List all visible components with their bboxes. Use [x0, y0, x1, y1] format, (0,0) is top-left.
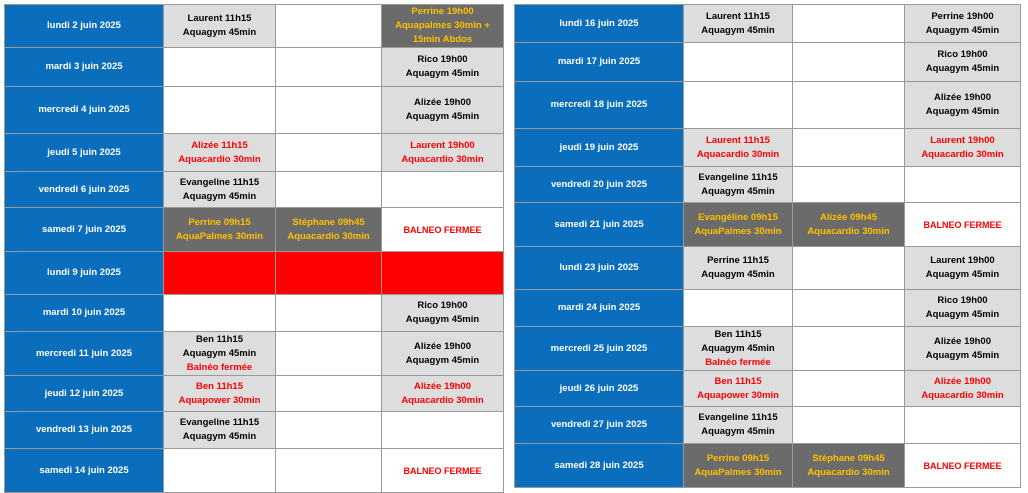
session-cell-morning [684, 43, 793, 82]
session-cell-evening [905, 444, 1021, 488]
session-text: Perrine 09h15 AquaPalmes 30min [694, 452, 782, 478]
session-text: Alizée 11h15 Aquacardio 30min [178, 139, 261, 165]
date-cell: vendredi 13 juin 2025 [5, 412, 164, 449]
session-text: Evangéline 09h15 AquaPalmes 30min [694, 211, 782, 237]
session-cell-evening [382, 5, 504, 48]
session-text: Laurent 19h00 Aquagym 45min [925, 255, 1000, 280]
session-text: Ben 11h15 Aquagym 45min [182, 333, 257, 359]
schedule-row [5, 48, 504, 87]
date-cell: lundi 23 juin 2025 [515, 247, 684, 290]
date-cell: vendredi 20 juin 2025 [515, 167, 684, 203]
session-text: Alizée 19h00 Aquagym 45min [925, 92, 1000, 117]
date-cell: mardi 10 juin 2025 [5, 295, 164, 332]
session-text: Evangeline 11h15 Aquagym 45min [698, 412, 778, 437]
session-cell-morning [684, 203, 793, 247]
schedule-row [5, 208, 504, 252]
session-cell-midday [793, 407, 905, 444]
session-text: Rico 19h00 Aquagym 45min [405, 300, 480, 325]
schedule-row [5, 252, 504, 295]
session-cell-evening [905, 167, 1021, 203]
date-cell: lundi 16 juin 2025 [515, 5, 684, 43]
date-cell: mercredi 11 juin 2025 [5, 332, 164, 376]
session-text: Alizée 19h00 Aquagym 45min [405, 97, 480, 122]
schedule-row [5, 5, 504, 48]
session-text: Perrine 09h15 AquaPalmes 30min [175, 216, 264, 242]
session-cell-evening [905, 129, 1021, 167]
schedule-row [5, 449, 504, 493]
session-cell-midday [793, 5, 905, 43]
session-cell-evening [382, 449, 504, 493]
session-text: Alizée 19h00 Aquacardio 30min [921, 375, 1004, 401]
session-cell-midday [276, 87, 382, 134]
session-cell-morning [164, 5, 276, 48]
session-cell-morning [164, 295, 276, 332]
date-cell: jeudi 19 juin 2025 [515, 129, 684, 167]
closed-notice: BALNEO FERMEE [403, 465, 482, 476]
session-cell-morning [684, 444, 793, 488]
session-text: Balnéo fermée [186, 361, 253, 373]
schedule-table-left [4, 4, 504, 493]
session-cell-midday [276, 208, 382, 252]
session-cell-midday [276, 134, 382, 172]
session-text: Evangeline 11h15 Aquagym 45min [698, 171, 778, 197]
session-cell-evening [382, 252, 504, 295]
session-cell-morning [684, 407, 793, 444]
schedule-row [515, 444, 1021, 488]
session-cell-morning [164, 376, 276, 412]
session-cell-morning [164, 208, 276, 252]
session-cell-evening [905, 203, 1021, 247]
session-cell-midday [793, 82, 905, 129]
session-text: Perrine 11h15 Aquagym 45min [701, 255, 775, 280]
session-text: Laurent 11h15 Aquagym 45min [182, 13, 257, 38]
session-cell-evening [905, 5, 1021, 43]
closed-notice: BALNEO FERMEE [403, 224, 482, 235]
session-cell-morning [684, 371, 793, 407]
schedule-row [515, 167, 1021, 203]
session-text: Evangeline 11h15 Aquagym 45min [179, 417, 260, 442]
session-text: Rico 19h00 Aquagym 45min [925, 49, 1000, 74]
closed-notice: BALNEO FERMEE [923, 460, 1002, 471]
session-cell-morning [684, 290, 793, 327]
schedule-row [515, 82, 1021, 129]
schedule-row [515, 129, 1021, 167]
session-text: Alizée 09h45 Aquacardio 30min [807, 211, 890, 237]
session-cell-morning [164, 87, 276, 134]
schedule-row [515, 371, 1021, 407]
session-text: Laurent 11h15 Aquacardio 30min [696, 134, 780, 160]
session-text: Alizée 19h00 Aquacardio 30min [401, 380, 484, 406]
schedule-row [5, 172, 504, 208]
session-text: Laurent 19h00 Aquacardio 30min [401, 139, 484, 165]
schedule-row [515, 247, 1021, 290]
date-cell: samedi 7 juin 2025 [5, 208, 164, 252]
session-cell-morning [164, 449, 276, 493]
session-cell-evening [382, 295, 504, 332]
date-cell: jeudi 5 juin 2025 [5, 134, 164, 172]
session-cell-morning [684, 167, 793, 203]
schedule-body-right [515, 5, 1021, 488]
session-cell-evening [905, 290, 1021, 327]
date-cell: mercredi 18 juin 2025 [515, 82, 684, 129]
session-cell-evening [382, 87, 504, 134]
session-text: Alizée 19h00 Aquagym 45min [925, 335, 1000, 361]
session-cell-evening [382, 134, 504, 172]
session-cell-midday [793, 247, 905, 290]
schedule-table-right [514, 4, 1021, 488]
session-cell-morning [684, 5, 793, 43]
session-cell-midday [793, 167, 905, 203]
session-cell-midday [793, 203, 905, 247]
schedule-row [5, 134, 504, 172]
date-cell: mercredi 4 juin 2025 [5, 87, 164, 134]
session-cell-morning [164, 48, 276, 87]
session-cell-morning [684, 82, 793, 129]
session-cell-midday [793, 371, 905, 407]
session-text: Balnéo fermée [705, 356, 771, 368]
schedule-panel-left [4, 4, 504, 493]
session-cell-morning [164, 172, 276, 208]
date-cell: mardi 24 juin 2025 [515, 290, 684, 327]
schedule-row [5, 376, 504, 412]
date-cell: mercredi 25 juin 2025 [515, 327, 684, 371]
session-cell-morning [164, 134, 276, 172]
date-cell: lundi 2 juin 2025 [5, 5, 164, 48]
schedule-row [5, 332, 504, 376]
session-cell-midday [276, 172, 382, 208]
schedule-row [515, 327, 1021, 371]
closed-notice: BALNEO FERMEE [923, 219, 1002, 230]
session-text: Ben 11h15 Aquagym 45min [701, 328, 775, 354]
date-cell: samedi 28 juin 2025 [515, 444, 684, 488]
session-cell-morning [164, 252, 276, 295]
date-cell: jeudi 26 juin 2025 [515, 371, 684, 407]
session-text: Rico 19h00 Aquagym 45min [925, 295, 1000, 320]
date-cell: mardi 3 juin 2025 [5, 48, 164, 87]
session-cell-morning [164, 332, 276, 376]
session-cell-morning [684, 129, 793, 167]
date-cell: samedi 21 juin 2025 [515, 203, 684, 247]
schedule-row [515, 5, 1021, 43]
session-cell-evening [382, 172, 504, 208]
session-text: Perrine 19h00 Aquapalmes 30min + 15min Abdos [395, 6, 490, 45]
session-text: Stéphane 09h45 Aquacardio 30min [287, 216, 370, 242]
schedule-row [5, 412, 504, 449]
session-cell-midday [793, 327, 905, 371]
session-cell-evening [905, 82, 1021, 129]
date-cell: mardi 17 juin 2025 [515, 43, 684, 82]
session-text: Evangeline 11h15 Aquagym 45min [179, 176, 260, 202]
session-cell-evening [905, 43, 1021, 82]
session-text: Laurent 19h00 Aquacardio 30min [921, 134, 1004, 160]
session-cell-evening [905, 371, 1021, 407]
session-cell-evening [905, 327, 1021, 371]
session-cell-midday [276, 449, 382, 493]
schedule-row [515, 407, 1021, 444]
session-cell-midday [276, 412, 382, 449]
session-text: Ben 11h15 Aquapower 30min [697, 375, 779, 401]
session-cell-midday [276, 48, 382, 87]
session-text: Laurent 11h15 Aquagym 45min [701, 10, 775, 36]
schedule-row [5, 87, 504, 134]
session-cell-midday [793, 43, 905, 82]
session-cell-morning [684, 247, 793, 290]
date-cell: samedi 14 juin 2025 [5, 449, 164, 493]
session-text: Rico 19h00 Aquagym 45min [405, 54, 480, 79]
date-cell: jeudi 12 juin 2025 [5, 376, 164, 412]
session-cell-midday [276, 376, 382, 412]
session-text: Ben 11h15 Aquapower 30min [178, 380, 261, 406]
schedule-row [5, 295, 504, 332]
session-cell-evening [382, 332, 504, 376]
session-cell-evening [382, 208, 504, 252]
session-cell-evening [382, 412, 504, 449]
session-cell-morning [684, 327, 793, 371]
session-text: Alizée 19h00 Aquagym 45min [405, 340, 480, 366]
session-cell-evening [905, 247, 1021, 290]
schedule-row [515, 290, 1021, 327]
date-cell: vendredi 27 juin 2025 [515, 407, 684, 444]
date-cell: lundi 9 juin 2025 [5, 252, 164, 295]
session-cell-evening [382, 48, 504, 87]
schedule-body-left [5, 5, 504, 493]
session-text: Perrine 19h00 Aquagym 45min [925, 10, 1000, 36]
schedule-row [515, 203, 1021, 247]
schedule-row [515, 43, 1021, 82]
session-cell-morning [164, 412, 276, 449]
session-cell-midday [793, 444, 905, 488]
session-cell-midday [276, 252, 382, 295]
session-text: Stéphane 09h45 Aquacardio 30min [807, 452, 890, 478]
session-cell-evening [382, 376, 504, 412]
session-cell-midday [276, 295, 382, 332]
schedule-panel-right [514, 4, 1021, 488]
session-cell-midday [793, 129, 905, 167]
session-cell-evening [905, 407, 1021, 444]
session-cell-midday [276, 332, 382, 376]
session-cell-midday [276, 5, 382, 48]
date-cell: vendredi 6 juin 2025 [5, 172, 164, 208]
session-cell-midday [793, 290, 905, 327]
